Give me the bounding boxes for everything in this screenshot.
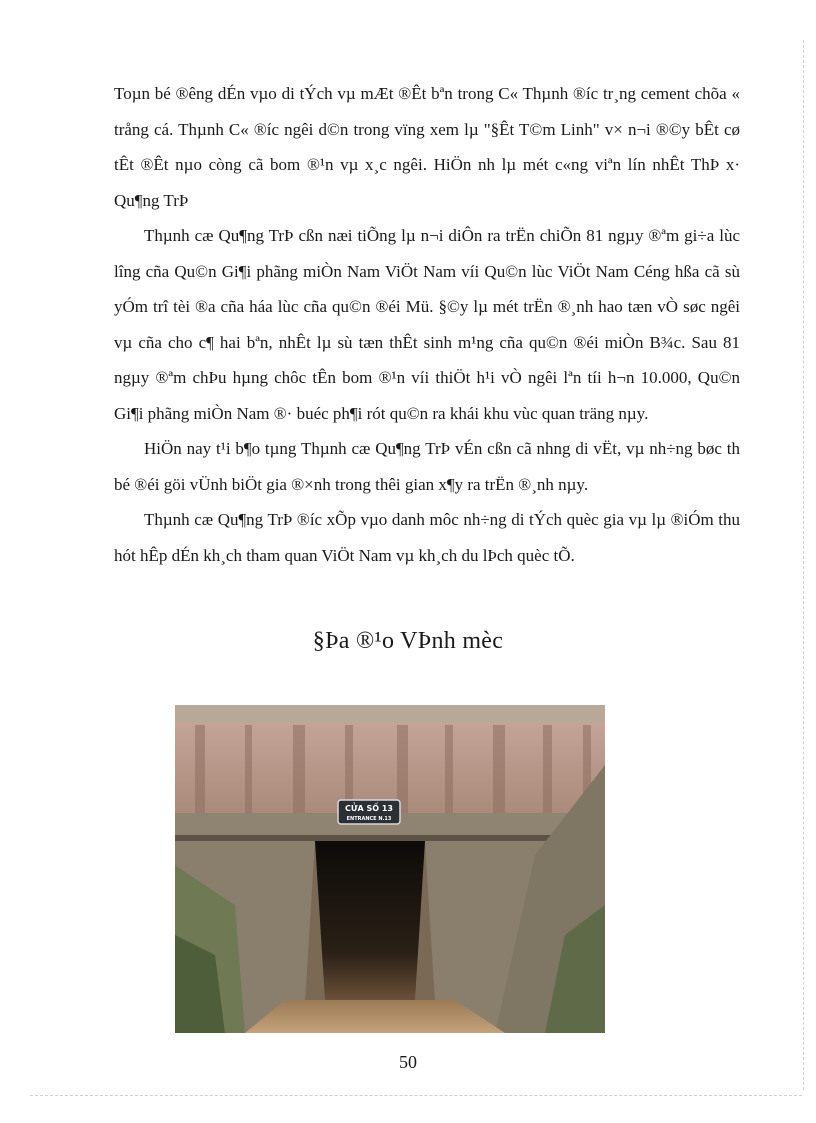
tunnel-photo-illustration [175, 705, 605, 1033]
paragraph-3: HiÖn nay t¹i b¶o tµng Thµnh cæ Qu¶ng TrÞ vÉn cßn cã nhng di vËt, vµ nh÷ng bøc th bé ®éi göi vÜnh biÖt gia ®×nh trong thêi gian x¶y ra trËn ®¸nh nµy. [114, 439, 740, 494]
page-border-bottom [30, 1095, 802, 1096]
sign-line-1: CỬA SỐ 13 [344, 804, 394, 813]
paragraph-2: Thµnh cæ Qu¶ng TrÞ cßn næi tiÕng lµ n¬i diÔn ra trËn chiÕn 81 ngµy ®ªm gi÷a lùc lîng cña Qu©n Gi¶i phãng miÒn Nam ViÖt Nam víi Qu©n lùc ViÖt Nam Céng hßa cã sù yÓm trî tèi ®a cña háa lùc cña qu©n ®éi Mü. §©y lµ mét trËn ®¸nh hao tæn vÒ søc ngêi vµ cña cho c¶ hai bªn, nhÊt lµ sù tæn thÊt sinh m¹ng cña qu©n ®éi miÒn B¾c. Sau 81 ngµy ®ªm chÞu hµng chôc tÊn bom ®¹n víi thiÖt h¹i vÒ ngêi lªn tíi h¬n 10.000, Qu©n Gi¶i phãng miÒn Nam ®· buéc ph¶i rót qu©n ra khái khu vùc quan träng nµy. [114, 226, 740, 423]
paragraph-1: Toµn bé ®êng dÉn vµo di tÝch vµ mÆt ®Êt bªn trong C« Thµnh ®íc tr¸ng cement chõa « trång cá. Thµnh C« ®íc ngêi d©n trong vïng xem lµ "§Êt T©m Linh" v× n¬i ®©y bÊt cø tÊt ®Êt nµo còng cã bom ®¹n vµ x¸c ngêi. HiÖn nh lµ mét c«ng viªn lín nhÊt ThÞ x· Qu¶ng TrÞ [114, 84, 740, 210]
section-heading: §Þa ®¹o VÞnh mèc [312, 628, 504, 654]
body-text [114, 76, 740, 573]
sign-line-2: ENTRANCE N.13 [346, 816, 392, 822]
page-number: 50 [399, 1052, 417, 1072]
page-border-right [803, 40, 804, 1090]
tunnel-entrance-photo [175, 705, 605, 1033]
paragraph-4: Thµnh cæ Qu¶ng TrÞ ®íc xÕp vµo danh môc nh÷ng di tÝch quèc gia vµ lµ ®iÓm thu hót hÊp dÉn kh¸ch tham quan ViÖt Nam vµ kh¸ch du lÞch quèc tÕ. [114, 510, 740, 565]
